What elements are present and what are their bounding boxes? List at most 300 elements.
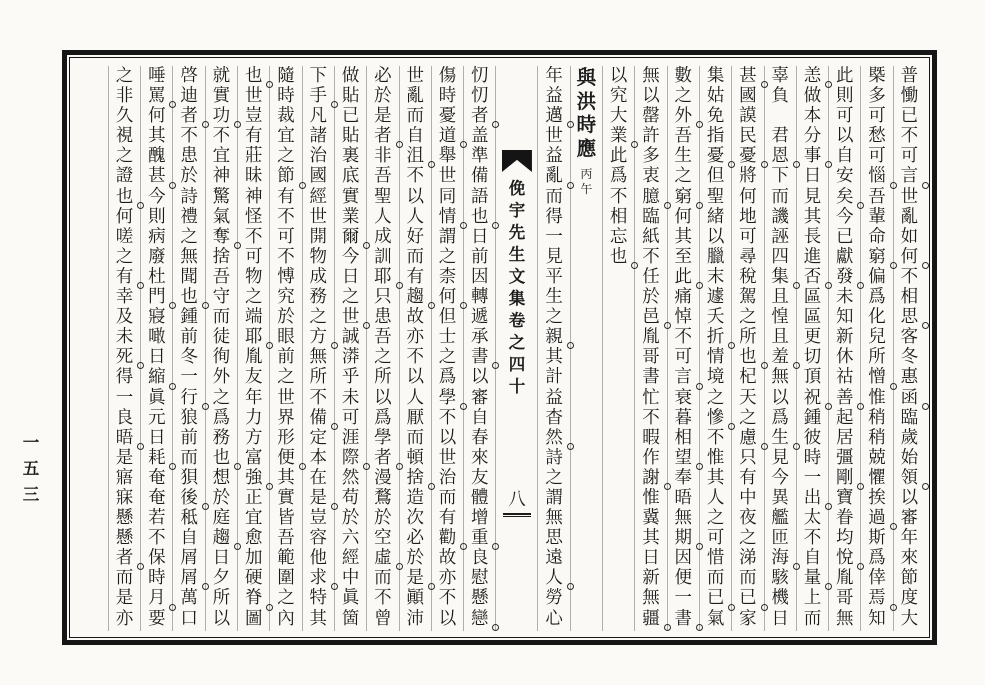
glyph: 之	[706, 387, 725, 408]
glyph: 所	[374, 367, 392, 388]
glyph: 之	[115, 66, 134, 86]
glyph: 之	[374, 347, 392, 368]
glyph: 焉	[861, 588, 892, 608]
glyph: 不	[900, 126, 919, 147]
glyph: 懸	[115, 508, 134, 529]
glyph: 哥	[836, 588, 854, 609]
glyph: 強	[238, 468, 269, 488]
glyph: 有	[109, 267, 140, 287]
glyph: 心	[545, 608, 563, 629]
glyph: 惟	[706, 447, 725, 468]
glyph: 本	[309, 447, 328, 468]
glyph: 生	[545, 287, 563, 308]
glyph: 無	[180, 246, 198, 267]
glyph: 其	[642, 528, 660, 549]
glyph: 以	[836, 126, 854, 147]
glyph: 寢	[148, 307, 166, 328]
glyph: 萬	[180, 588, 198, 609]
glyph: 勞	[545, 588, 563, 609]
letter-heading-column	[570, 66, 602, 631]
text-block	[69, 57, 930, 638]
glyph: 時	[803, 447, 822, 468]
glyph: 凡	[309, 106, 328, 127]
glyph: 今	[771, 467, 789, 488]
glyph: 實	[212, 86, 231, 107]
glyph: 外	[212, 367, 231, 388]
glyph: 書	[668, 609, 699, 629]
glyph: 計	[545, 367, 563, 388]
glyph: 經	[341, 548, 360, 569]
glyph: 謝	[635, 468, 666, 488]
glyph: 眷	[836, 508, 854, 529]
glyph: 無	[674, 508, 693, 529]
glyph: 寶	[836, 487, 854, 508]
glyph: 眞	[341, 588, 360, 609]
glyph: 分	[803, 126, 822, 147]
glyph: 相	[609, 206, 628, 227]
glyph: 見	[771, 447, 789, 468]
glyph: 以	[471, 367, 489, 388]
glyph: 噉	[148, 327, 166, 348]
glyph: 不	[148, 528, 166, 549]
glyph: 已	[732, 588, 763, 608]
glyph: 國	[739, 86, 757, 107]
glyph: 詩	[180, 186, 198, 207]
glyph: 未	[836, 287, 854, 308]
glyph: 與	[576, 66, 597, 89]
glyph: 爲	[771, 407, 789, 428]
glyph: 守	[212, 287, 231, 308]
glyph: 此	[836, 66, 854, 86]
glyph: 吾	[674, 126, 693, 147]
glyph: 界	[277, 407, 295, 428]
glyph: 輩	[868, 206, 886, 227]
glyph: 年	[244, 387, 263, 408]
glyph: 年	[545, 66, 563, 86]
glyph: 便	[674, 568, 693, 589]
text-column	[302, 66, 334, 631]
glyph: 奄	[148, 487, 166, 508]
glyph: 之	[180, 226, 198, 247]
glyph: 有	[277, 186, 295, 207]
glyph: 大	[609, 106, 628, 127]
text-column	[634, 66, 666, 631]
glyph: 不	[803, 528, 822, 549]
glyph: 不	[706, 427, 725, 448]
glyph: 三	[22, 485, 40, 504]
glyph: 秪	[180, 508, 198, 529]
glyph: 所	[739, 327, 757, 348]
glyph: 但	[706, 166, 725, 187]
glyph: 務	[212, 427, 231, 448]
glyph: 之	[706, 508, 725, 529]
glyph: 備	[471, 166, 489, 187]
glyph: 普	[900, 66, 919, 86]
text-column	[537, 66, 569, 631]
glyph: 無	[309, 347, 328, 368]
glyph: 屑	[173, 568, 204, 588]
glyph: 憎	[861, 367, 892, 387]
glyph: 不	[642, 407, 660, 428]
glyph: 鶩	[374, 487, 392, 508]
glyph: 懸	[471, 588, 489, 609]
glyph: 治	[438, 467, 457, 488]
glyph: 好	[406, 226, 424, 247]
glyph: 可	[868, 146, 886, 167]
glyph: 進	[803, 246, 822, 267]
glyph: 幸	[115, 287, 134, 308]
glyph: 五	[22, 459, 40, 478]
glyph: 詩	[545, 447, 563, 468]
glyph: 外	[668, 106, 699, 126]
glyph: 乎	[341, 367, 360, 388]
page-frame	[62, 50, 937, 645]
glyph: 不	[374, 588, 392, 609]
glyph: 遞	[471, 307, 489, 328]
honorific-space	[765, 106, 796, 126]
glyph: 有	[244, 126, 263, 147]
glyph: 物	[244, 266, 263, 287]
glyph: 祜	[836, 367, 854, 388]
glyph: 底	[341, 166, 360, 187]
glyph: 也	[603, 247, 634, 267]
glyph: 前	[180, 327, 198, 348]
glyph: 書	[464, 347, 495, 367]
glyph: 獻	[836, 246, 854, 267]
glyph: 客	[900, 327, 919, 348]
glyph: 不	[406, 347, 424, 368]
glyph: 切	[803, 347, 822, 368]
glyph: 氣	[212, 206, 231, 227]
glyph: 際	[335, 448, 366, 468]
glyph: 謨	[739, 106, 757, 127]
glyph: 實	[341, 186, 360, 207]
glyph: 出	[797, 488, 828, 508]
glyph: 集	[765, 267, 796, 287]
glyph: 隨	[277, 66, 295, 86]
glyph: 良	[471, 548, 489, 569]
glyph: 匝	[771, 528, 789, 549]
glyph: 生	[765, 428, 796, 448]
glyph: 成	[374, 226, 392, 247]
glyph: 病	[148, 226, 166, 247]
glyph: 裁	[277, 106, 295, 127]
glyph: 免	[706, 106, 725, 127]
glyph: 世	[244, 86, 263, 107]
glyph: 末	[706, 266, 725, 287]
glyph: 功	[206, 106, 237, 126]
glyph: 歲	[900, 427, 919, 448]
glyph: 許	[642, 126, 660, 147]
glyph: 人	[406, 387, 424, 408]
glyph: 一	[115, 387, 134, 408]
glyph: 吾	[374, 166, 392, 187]
glyph: 鍾	[803, 407, 822, 428]
glyph: 日	[212, 548, 231, 569]
glyph: 其	[545, 347, 563, 368]
glyph: 異	[771, 487, 789, 508]
glyph: 吾	[212, 266, 231, 287]
glyph: 涯	[341, 427, 360, 448]
glyph: 遽	[706, 287, 725, 308]
glyph: 究	[277, 287, 295, 308]
glyph: 善	[829, 388, 860, 408]
glyph: 慟	[900, 86, 919, 107]
glyph: 姑	[706, 86, 725, 107]
glyph: 機	[771, 588, 789, 609]
glyph: 謂	[438, 226, 457, 247]
glyph: 莊	[244, 146, 263, 167]
glyph: 日	[148, 347, 166, 368]
glyph: 宜	[277, 126, 295, 147]
glyph: 如	[900, 226, 919, 247]
glyph: 愁	[868, 126, 886, 147]
glyph: 吾	[277, 528, 295, 549]
glyph: 前	[471, 246, 489, 267]
glyph: 增	[471, 508, 489, 529]
glyph: 今	[836, 206, 854, 227]
glyph: 而	[803, 608, 822, 629]
glyph: 臆	[635, 187, 666, 207]
glyph: 十	[508, 377, 526, 396]
glyph: 眼	[277, 327, 295, 348]
glyph: 加	[244, 548, 263, 569]
glyph: 聞	[180, 266, 198, 287]
glyph: 之	[341, 287, 360, 308]
glyph: 裏	[341, 146, 360, 167]
glyph: 也	[206, 448, 237, 468]
glyph: 捨	[400, 468, 431, 488]
glyph: 端	[244, 307, 263, 328]
glyph: 可	[277, 226, 295, 247]
glyph: 箇	[341, 608, 360, 629]
glyph: 文	[508, 267, 526, 286]
glyph: 艦	[771, 508, 789, 529]
glyph: 可	[244, 246, 263, 267]
glyph: 而	[706, 568, 725, 589]
glyph: 大	[900, 608, 919, 629]
glyph: 而	[406, 427, 424, 448]
glyph: 多	[868, 86, 886, 107]
glyph: 人	[706, 487, 725, 508]
glyph: 惜	[706, 548, 725, 569]
glyph: 時	[576, 113, 597, 136]
glyph: 其	[674, 226, 693, 247]
glyph: 日	[341, 266, 360, 287]
glyph: 駕	[739, 287, 757, 308]
glyph: 生	[508, 245, 526, 264]
glyph: 新	[836, 327, 854, 348]
glyph: 自	[836, 146, 854, 167]
glyph: 作	[642, 447, 660, 468]
glyph: 亦	[438, 568, 457, 589]
glyph: 杳	[545, 407, 563, 428]
glyph: 而	[180, 447, 198, 468]
glyph: 驚	[212, 186, 231, 207]
glyph: 而	[406, 106, 424, 127]
glyph: 國	[309, 166, 328, 187]
glyph: 及	[115, 307, 134, 328]
glyph: 卷	[508, 311, 526, 330]
glyph: 友	[471, 467, 489, 488]
glyph: 不	[438, 407, 457, 428]
glyph: 之	[739, 407, 757, 428]
glyph: 益	[545, 387, 563, 408]
glyph: 於	[374, 508, 392, 529]
glyph: 寤	[115, 467, 134, 488]
glyph: 求	[303, 568, 334, 588]
glyph: 奪	[206, 227, 237, 247]
glyph: 量	[797, 568, 828, 588]
text-column	[108, 66, 140, 631]
glyph: 脊	[238, 588, 269, 608]
glyph: 祝	[797, 388, 828, 408]
glyph: 徒	[212, 327, 231, 348]
glyph: 之	[739, 528, 757, 549]
glyph: 不	[406, 166, 424, 187]
glyph: 者	[109, 548, 140, 568]
glyph: 冬	[180, 347, 198, 368]
glyph: 而	[545, 186, 563, 207]
glyph: 悼	[674, 307, 693, 328]
text-column	[399, 66, 431, 631]
glyph: 之	[438, 246, 457, 267]
glyph: 中	[341, 568, 360, 589]
glyph: 只	[374, 287, 392, 308]
glyph: 宇	[508, 201, 526, 220]
glyph: 應	[576, 136, 597, 160]
glyph: 同	[438, 186, 457, 207]
glyph: 禮	[180, 206, 198, 227]
glyph: 患	[374, 307, 392, 328]
letter-second-columns	[108, 66, 496, 631]
glyph: 視	[115, 126, 134, 147]
glyph: 可	[868, 106, 886, 127]
glyph: 備	[303, 408, 334, 428]
glyph: 前	[277, 347, 295, 368]
glyph: 相	[674, 427, 693, 448]
glyph: 嗟	[115, 226, 134, 247]
glyph: 望	[668, 448, 699, 468]
glyph: 四	[508, 355, 526, 374]
glyph: 也	[732, 347, 763, 367]
glyph: 其	[803, 206, 822, 227]
glyph: 知	[868, 608, 886, 629]
glyph: 下	[309, 66, 328, 86]
glyph: 口	[180, 608, 198, 629]
glyph: 不	[212, 126, 231, 147]
glyph: 太	[803, 508, 822, 529]
glyph: 生	[674, 146, 693, 167]
glyph: 耶	[367, 267, 398, 287]
glyph: 戀	[464, 609, 495, 629]
glyph: 誣	[771, 226, 789, 247]
glyph: 治	[309, 146, 328, 167]
glyph: 必	[406, 528, 424, 549]
glyph: 審	[471, 387, 489, 408]
glyph: 語	[471, 186, 489, 207]
glyph: 神	[212, 166, 231, 187]
glyph: 爲	[868, 287, 886, 308]
glyph: 胤	[836, 568, 854, 589]
fold-rule	[503, 513, 531, 517]
glyph: 以	[406, 367, 424, 388]
glyph: 惠	[900, 367, 919, 388]
glyph: 傷	[438, 66, 457, 86]
glyph: 夭	[706, 307, 725, 328]
text-column	[764, 66, 796, 631]
glyph: 彊	[836, 447, 854, 468]
glyph: 形	[277, 427, 295, 448]
glyph: 沮	[400, 146, 431, 166]
text-column	[237, 66, 269, 631]
glyph: 兢	[868, 447, 886, 468]
glyph: 無	[642, 588, 660, 609]
glyph: 故	[406, 307, 424, 328]
glyph: 函	[894, 388, 925, 408]
glyph: 臨	[642, 206, 660, 227]
glyph: 之	[674, 86, 693, 107]
glyph: 何	[432, 287, 463, 307]
glyph: 無	[545, 508, 563, 529]
center-fold-column	[495, 66, 537, 631]
glyph: 頓	[406, 447, 424, 468]
glyph: 得	[115, 367, 134, 388]
glyph: 可	[900, 146, 919, 167]
glyph: 已	[341, 106, 360, 127]
glyph: 罄	[642, 106, 660, 127]
glyph: 且	[771, 327, 789, 348]
glyph: 辜	[771, 66, 789, 86]
glyph: 盖	[471, 126, 489, 147]
glyph: 不	[438, 588, 457, 609]
glyph: 相	[900, 287, 919, 308]
glyph: 空	[374, 528, 392, 549]
glyph: 挨	[868, 487, 886, 508]
glyph: 昧	[244, 166, 263, 187]
glyph: 知	[836, 307, 854, 328]
glyph: 窮	[861, 247, 892, 267]
glyph: 化	[868, 307, 886, 328]
glyph: 始	[900, 447, 919, 468]
glyph: 不	[277, 246, 295, 267]
glyph: 則	[148, 206, 166, 227]
glyph: 新	[642, 568, 660, 589]
glyph: 民	[739, 126, 757, 147]
glyph: 下	[771, 166, 789, 187]
glyph: 貼	[341, 126, 360, 147]
glyph: 怪	[244, 206, 263, 227]
glyph: 來	[900, 548, 919, 569]
glyph: 實	[277, 487, 295, 508]
glyph: 物	[309, 246, 328, 267]
glyph: 涕	[739, 548, 757, 569]
glyph: 矣	[829, 187, 860, 207]
glyph: 以	[212, 608, 231, 629]
glyph: 厭	[406, 407, 424, 428]
glyph: 方	[244, 427, 263, 448]
glyph: 諸	[309, 126, 328, 147]
glyph: 無	[642, 66, 660, 86]
glyph: 宜	[212, 146, 231, 167]
glyph: 啓	[180, 66, 198, 86]
glyph: 不	[180, 126, 198, 147]
glyph: 亦	[406, 327, 424, 348]
glyph: 豈	[244, 106, 263, 127]
glyph: 吾	[374, 327, 392, 348]
glyph: 自	[406, 126, 424, 147]
text-column	[796, 66, 828, 631]
